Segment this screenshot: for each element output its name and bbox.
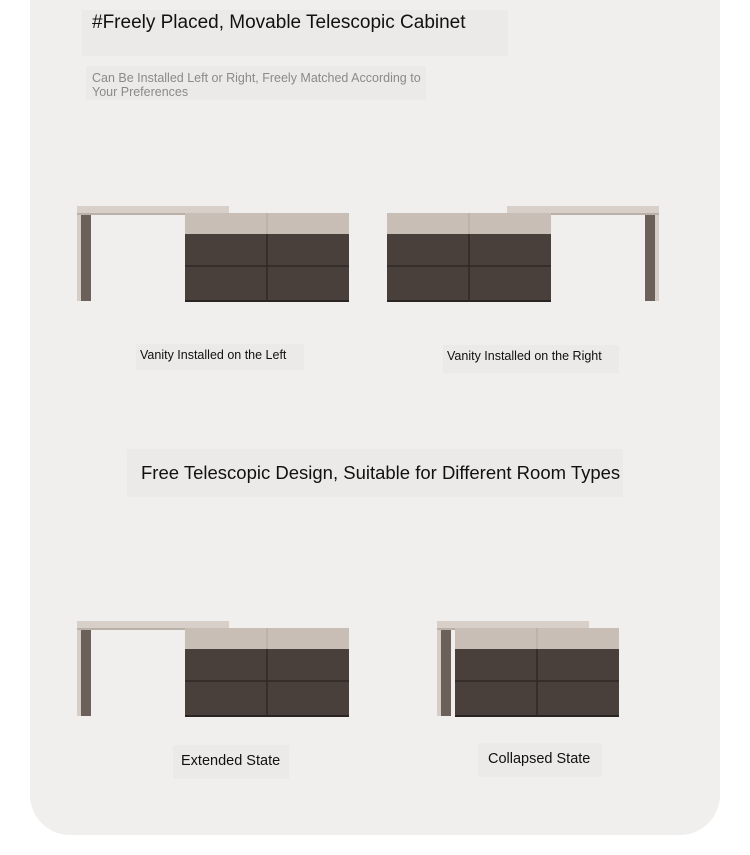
caption-vanity-right: Vanity Installed on the Right [447,349,602,363]
caption-vanity-left: Vanity Installed on the Left [140,348,287,362]
cabinet-extended-image [77,621,349,717]
section-heading-box [127,449,623,497]
page-title: #Freely Placed, Movable Telescopic Cabinet [92,12,466,33]
cabinet-vanity-left-image [77,206,349,302]
caption-collapsed: Collapsed State [488,751,591,767]
section-heading: Free Telescopic Design, Suitable for Different Room Types [141,462,621,483]
caption-extended: Extended State [181,753,281,769]
page-subtitle: Can Be Installed Left or Right, Freely Matched According to Your Preferences [92,71,421,99]
cabinet-vanity-right-image [387,206,659,302]
cabinet-collapsed-image [437,621,619,717]
